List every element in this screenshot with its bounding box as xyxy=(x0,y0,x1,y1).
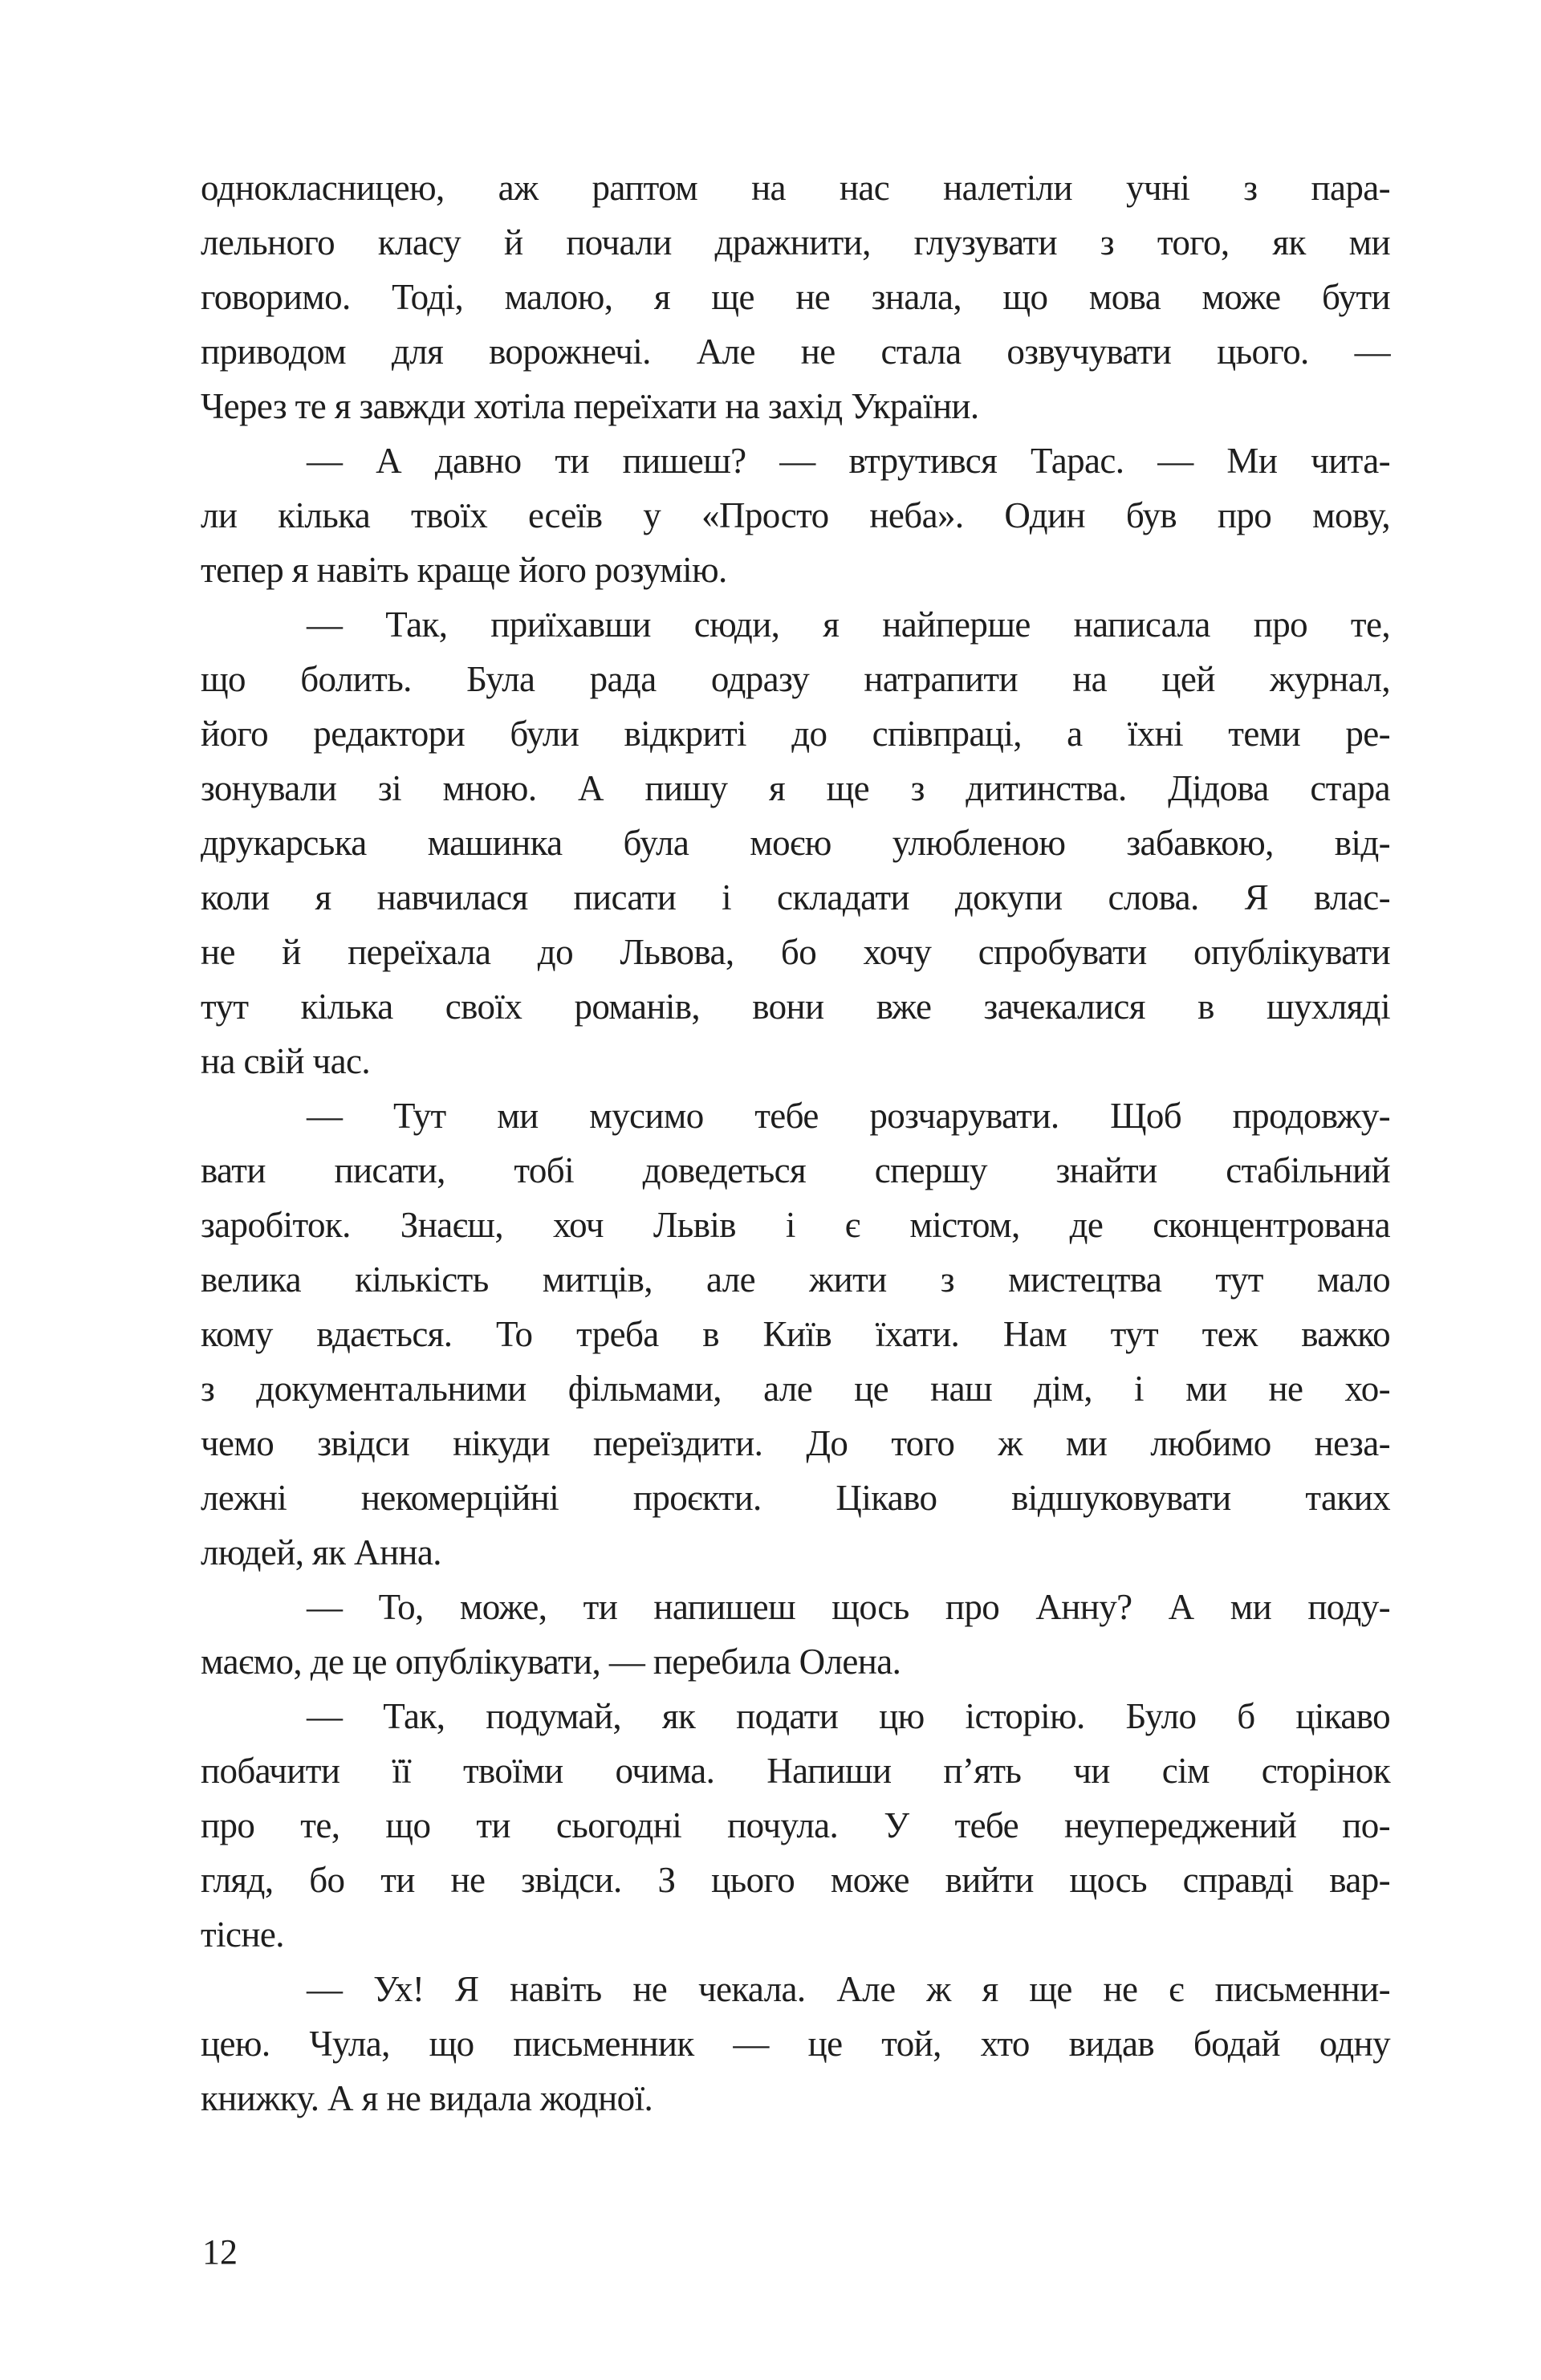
text-line: заробіток. Знаєш, хоч Львів і є містом, де сконцентрована xyxy=(201,1205,1390,1245)
text-line: вати писати, тобі доведеться спершу знайти стабільний xyxy=(201,1150,1390,1190)
paragraph xyxy=(201,1689,1390,1962)
paragraph xyxy=(201,1088,1390,1580)
page-number: 12 xyxy=(202,2232,238,2272)
text-line: що болить. Була рада одразу натрапити на цей журнал, xyxy=(201,659,1390,699)
text-line: чемо звідси нікуди переїздити. До того ж ми любимо неза- xyxy=(201,1423,1390,1463)
text-line: — Ух! Я навіть не чекала. Але ж я ще не є письменни- xyxy=(307,1969,1390,2009)
text-line: про те, що ти сьогодні почула. У тебе неупереджений по- xyxy=(201,1805,1390,1845)
text-line: — Тут ми мусимо тебе розчарувати. Щоб продовжу- xyxy=(307,1096,1390,1136)
page-body-text xyxy=(201,161,1390,2126)
text-line: приводом для ворожнечі. Але не стала озвучувати цього. — xyxy=(201,332,1390,372)
text-line: кому вдається. То треба в Київ їхати. Нам тут теж важко xyxy=(201,1314,1390,1354)
text-line: гляд, бо ти не звідси. З цього може вийти щось справді вар- xyxy=(201,1860,1390,1900)
text-line: тепер я навіть краще його розумію. xyxy=(201,550,727,590)
text-line: побачити її твоїми очима. Напиши п’ять чи сім сторінок xyxy=(201,1751,1390,1791)
paragraph xyxy=(201,1580,1390,1689)
text-line: на свій час. xyxy=(201,1041,370,1081)
text-line: друкарська машинка була моєю улюбленою забавкою, від- xyxy=(201,823,1390,863)
paragraph xyxy=(201,433,1390,597)
text-line: з документальними фільмами, але це наш дім, і ми не хо- xyxy=(201,1369,1390,1409)
paragraph xyxy=(201,597,1390,1088)
text-line: маємо, де це опублікувати, — перебила Олена. xyxy=(201,1642,901,1682)
paragraph xyxy=(201,161,1390,433)
text-line: — А давно ти пишеш? — втрутився Тарас. — Ми чита- xyxy=(307,441,1390,481)
text-line: цею. Чула, що письменник — це той, хто видав бодай одну xyxy=(201,2024,1390,2064)
text-line: — Так, подумай, як подати цю історію. Було б цікаво xyxy=(307,1696,1390,1736)
paragraph xyxy=(201,1962,1390,2126)
text-line: тісне. xyxy=(201,1914,284,1955)
text-line: лельного класу й почали дражнити, глузувати з того, як ми xyxy=(201,222,1390,262)
text-line: — Так, приїхавши сюди, я найперше написала про те, xyxy=(307,604,1390,645)
text-line: книжку. А я не видала жодної. xyxy=(201,2078,653,2118)
text-line: коли я навчилася писати і складати докупи слова. Я влас- xyxy=(201,877,1390,917)
text-line: людей, як Анна. xyxy=(201,1532,441,1572)
text-line: зонували зі мною. А пишу я ще з дитинства. Дідова стара xyxy=(201,768,1390,808)
text-line: говоримо. Тоді, малою, я ще не знала, що мова може бути xyxy=(201,277,1390,317)
text-line: — То, може, ти напишеш щось про Анну? А ми поду- xyxy=(307,1587,1390,1627)
text-line: однокласницею, аж раптом на нас налетіли учні з пара- xyxy=(201,168,1390,208)
text-line: його редактори були відкриті до співпраці, а їхні теми ре- xyxy=(201,714,1390,754)
text-line: не й переїхала до Львова, бо хочу спробувати опублікувати xyxy=(201,932,1390,972)
text-line: велика кількість митців, але жити з мистецтва тут мало xyxy=(201,1259,1390,1300)
text-line: ли кілька твоїх есеїв у «Просто неба». Один був про мову, xyxy=(201,495,1390,535)
text-line: лежні некомерційні проєкти. Цікаво відшуковувати таких xyxy=(201,1478,1390,1518)
text-line: Через те я завжди хотіла переїхати на захід України. xyxy=(201,386,979,426)
text-line: тут кілька своїх романів, вони вже зачекалися в шухляді xyxy=(201,987,1390,1027)
